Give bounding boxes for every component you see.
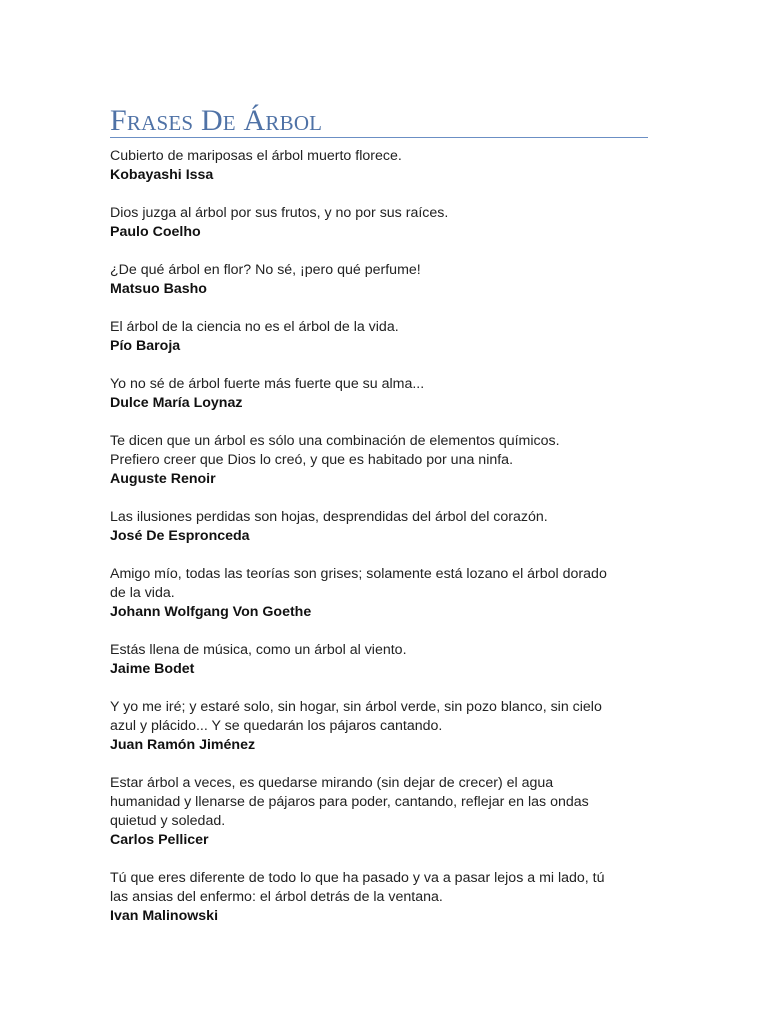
quote-text: Te dicen que un árbol es sólo una combinación de elementos químicos. Prefiero creer que Dios lo creó, y que es habitado por una ninfa. [110, 433, 560, 468]
title-underline [110, 137, 648, 138]
quote-author: Carlos Pellicer [110, 832, 209, 848]
quote-text: El árbol de la ciencia no es el árbol de la vida. [110, 319, 399, 335]
quote-author: José De Espronceda [110, 528, 250, 544]
quote-text: Yo no sé de árbol fuerte más fuerte que su alma... [110, 376, 425, 392]
quote-author: Juan Ramón Jiménez [110, 737, 256, 753]
quote-text: Las ilusiones perdidas son hojas, desprendidas del árbol del corazón. [110, 509, 548, 525]
quote-author: Kobayashi Issa [110, 167, 214, 183]
quote-item [110, 508, 670, 546]
quote-item [110, 261, 670, 299]
quote-item [110, 432, 670, 489]
quote-author: Dulce María Loynaz [110, 395, 243, 411]
quote-author: Matsuo Basho [110, 281, 207, 297]
quote-item [110, 204, 670, 242]
quote-text: Tú que eres diferente de todo lo que ha pasado y va a pasar lejos a mi lado, tú las ansias del enfermo: el árbol detrás de la ventana. [110, 870, 605, 905]
quote-author: Jaime Bodet [110, 661, 195, 677]
quote-list [110, 147, 670, 945]
quote-item [110, 147, 670, 185]
quote-text: Dios juzga al árbol por sus frutos, y no por sus raíces. [110, 205, 449, 221]
quote-author: Ivan Malinowski [110, 908, 219, 924]
quote-text: Amigo mío, todas las teorías son grises; solamente está lozano el árbol dorado de la vida. [110, 566, 607, 601]
quote-item [110, 698, 670, 755]
quote-item [110, 869, 670, 926]
quote-text: Estar árbol a veces, es quedarse mirando (sin dejar de crecer) el agua humanidad y llenarse de pájaros para poder, cantando, reflejar en las ondas quietud y soledad. [110, 775, 589, 829]
quote-author: Pío Baroja [110, 338, 181, 354]
quote-item [110, 565, 670, 622]
quote-item [110, 774, 670, 850]
page-title: Frases De Árbol [110, 104, 323, 137]
quote-text: Cubierto de mariposas el árbol muerto florece. [110, 148, 402, 164]
quote-author: Paulo Coelho [110, 224, 201, 240]
quote-author: Johann Wolfgang Von Goethe [110, 604, 312, 620]
quote-author: Auguste Renoir [110, 471, 216, 487]
quote-item [110, 375, 670, 413]
quote-item [110, 641, 670, 679]
quote-text: ¿De qué árbol en flor? No sé, ¡pero qué perfume! [110, 262, 421, 278]
quote-text: Y yo me iré; y estaré solo, sin hogar, sin árbol verde, sin pozo blanco, sin cielo azul y plácido... Y se quedarán los pájaros cantando. [110, 699, 602, 734]
quote-text: Estás llena de música, como un árbol al viento. [110, 642, 407, 658]
quote-item [110, 318, 670, 356]
